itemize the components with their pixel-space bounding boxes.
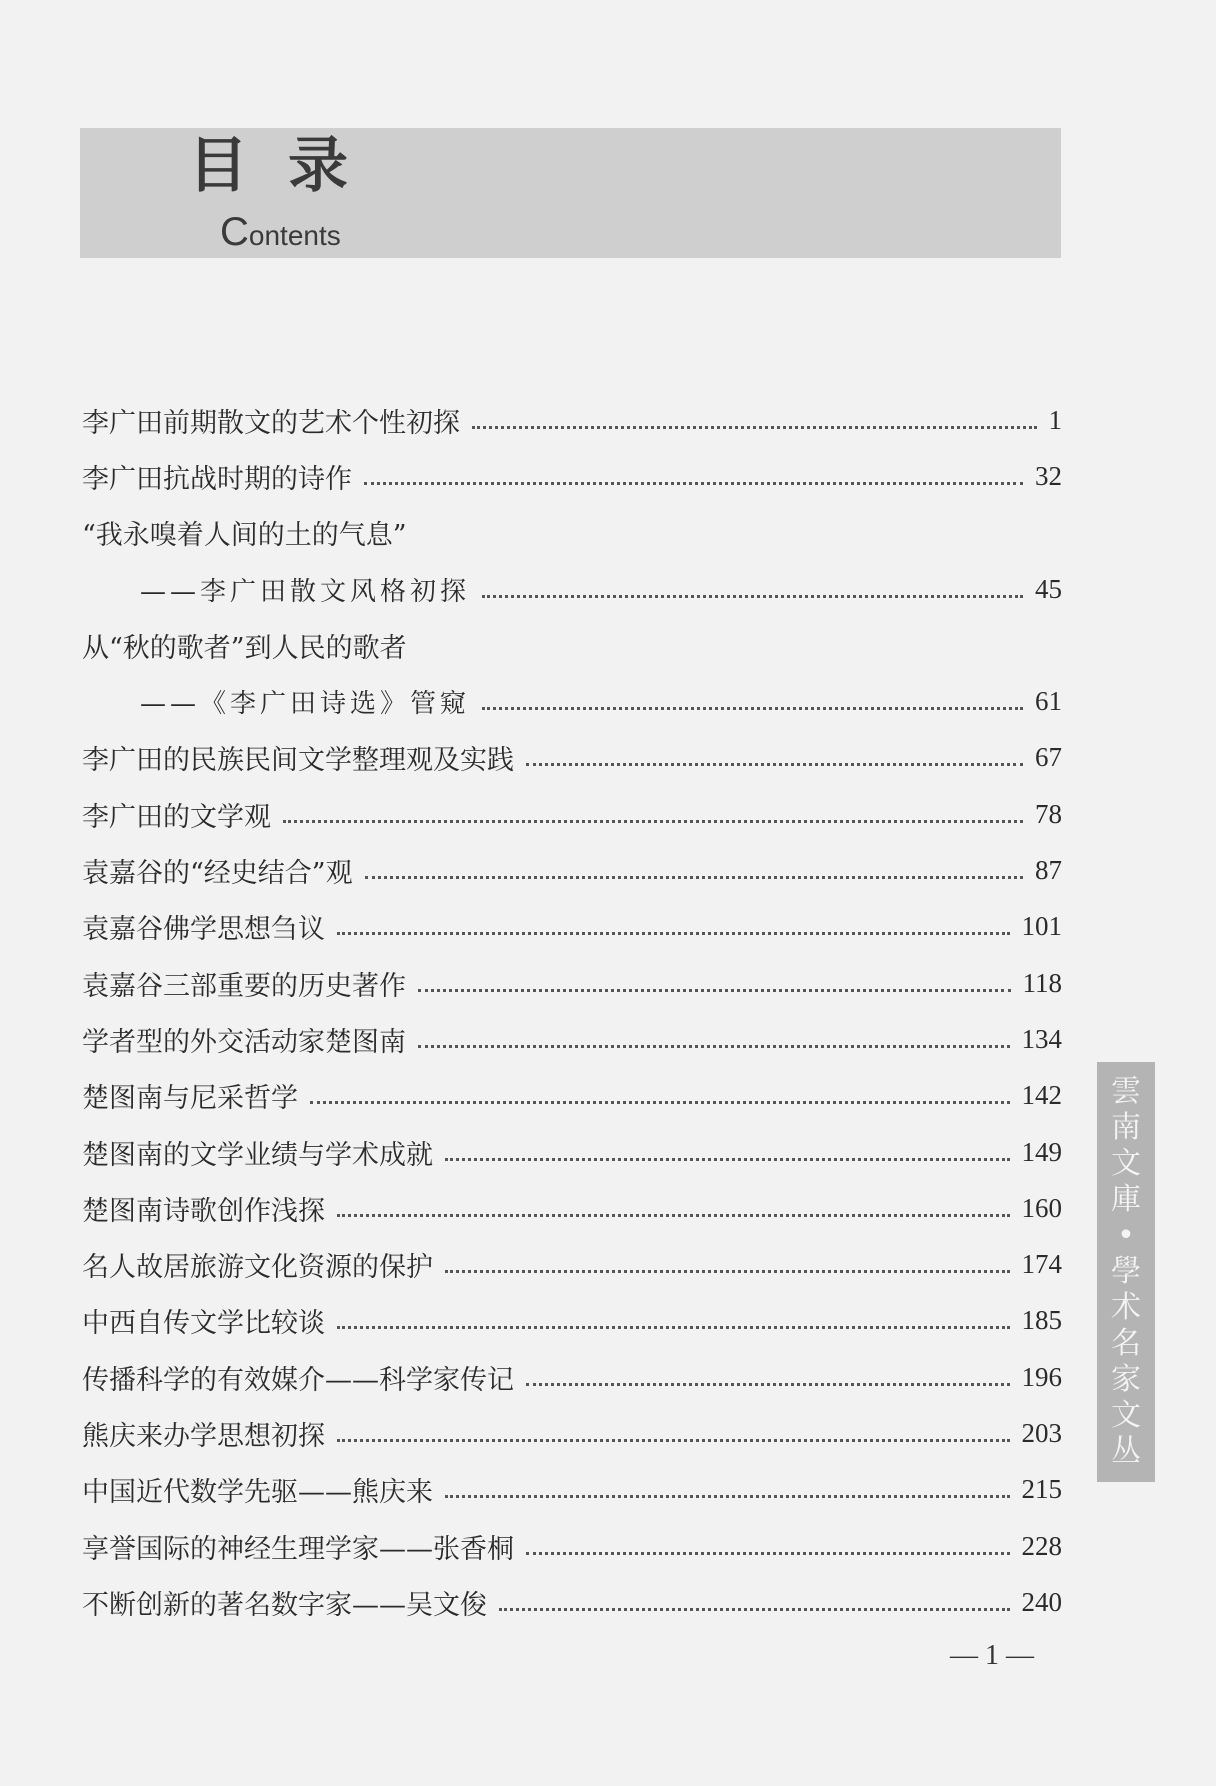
side-tab-char: 家 [1111,1362,1141,1397]
toc-page-number: 160 [1021,1192,1062,1223]
toc-entry-title: 名人故居旅游文化资源的保护 [82,1252,433,1284]
toc-row [82,730,1062,786]
toc-page-number: 134 [1021,1023,1062,1054]
toc-entry-title: ——《李广田诗选》管窥 [140,689,471,720]
toc-page-number: 87 [1035,855,1062,886]
toc-row [82,1293,1062,1349]
subtitle-initial: C [220,210,249,254]
series-side-tab [1097,1062,1155,1482]
toc-page-number: 118 [1022,967,1062,998]
toc-row [82,1349,1062,1405]
dot-leader [283,818,1023,823]
side-tab-char: 名 [1111,1326,1141,1361]
side-tab-char: 學 [1111,1254,1141,1289]
toc-row [82,1068,1062,1124]
dot-leader [526,761,1023,766]
toc-row [82,448,1062,504]
toc-row [82,786,1062,842]
page-subtitle [220,212,341,252]
dot-leader [365,874,1023,879]
toc-entry-title: 李广田的民族民间文学整理观及实践 [82,745,514,777]
toc-row [82,1124,1062,1180]
toc-entry-title: ——李广田散文风格初探 [140,576,471,607]
page-number: — 1 — [950,1640,1034,1671]
dot-leader [364,480,1023,485]
toc-page-number: 228 [1021,1530,1062,1561]
toc-row [82,1574,1062,1630]
toc-row [82,392,1062,448]
dot-leader [482,593,1023,598]
table-of-contents [82,392,1062,1631]
toc-page-number: 196 [1021,1361,1062,1392]
contents-header [80,128,1061,258]
toc-entry-title: 袁嘉谷三部重要的历史著作 [82,970,406,1002]
side-tab-char: 庫 [1111,1182,1141,1217]
toc-entry-title: 袁嘉谷的“经史结合”观 [82,858,353,890]
dot-leader [337,930,1010,935]
side-tab-char: 雲 [1111,1074,1141,1109]
toc-page-number: 215 [1021,1474,1062,1505]
toc-page-number: 185 [1021,1305,1062,1336]
toc-row [82,1236,1062,1292]
toc-page-number: 67 [1035,742,1062,773]
dot-leader [445,1493,1010,1498]
toc-row [82,955,1062,1011]
side-tab-char: • [1117,1218,1135,1253]
toc-row [82,505,1062,561]
dot-leader [526,1550,1010,1555]
toc-page-number: 174 [1021,1249,1062,1280]
toc-page-number: 203 [1021,1417,1062,1448]
dot-leader [418,987,1011,992]
side-tab-char: 文 [1111,1146,1141,1181]
dot-leader [337,1212,1010,1217]
toc-row [82,1011,1062,1067]
toc-entry-title: 袁嘉谷佛学思想刍议 [82,914,325,946]
toc-page-number: 1 [1048,404,1062,435]
toc-page-number: 101 [1021,911,1062,942]
toc-entry-title: 学者型的外交活动家楚图南 [82,1026,406,1058]
dot-leader [482,705,1023,710]
toc-row [82,1462,1062,1518]
toc-entry-title: 李广田的文学观 [82,801,271,833]
toc-entry-title: 传播科学的有效媒介——科学家传记 [82,1364,514,1396]
toc-entry-title: 楚图南与尼采哲学 [82,1083,298,1115]
page-title: 目录 [188,131,388,201]
toc-entry-title: 李广田抗战时期的诗作 [82,463,352,495]
toc-page-number: 61 [1035,686,1062,717]
toc-page-number: 142 [1021,1080,1062,1111]
side-tab-char: 南 [1111,1110,1141,1145]
dot-leader [337,1324,1010,1329]
dot-leader [445,1268,1010,1273]
toc-row [82,1405,1062,1461]
toc-page-number: 78 [1035,798,1062,829]
dot-leader [472,424,1037,429]
toc-entry-title: 李广田前期散文的艺术个性初探 [82,407,460,439]
toc-entry-title: 楚图南的文学业绩与学术成就 [82,1139,433,1171]
toc-page-number: 240 [1021,1586,1062,1617]
dot-leader [310,1099,1010,1104]
dot-leader [526,1381,1010,1386]
side-tab-char: 文 [1111,1398,1141,1433]
toc-page-number: 45 [1035,573,1062,604]
toc-entry-title: “我永嗅着人间的土的气息” [82,520,407,552]
dot-leader [337,1437,1010,1442]
dot-leader [445,1156,1010,1161]
toc-entry-title: 熊庆来办学思想初探 [82,1420,325,1452]
toc-row [82,842,1062,898]
toc-page-number: 149 [1021,1136,1062,1167]
toc-row [82,1518,1062,1574]
toc-entry-title: 从“秋的歌者”到人民的歌者 [82,632,407,664]
dot-leader [418,1043,1010,1048]
subtitle-rest: ontents [248,220,341,251]
toc-subtitle-row [82,561,1062,617]
toc-entry-title: 中西自传文学比较谈 [82,1308,325,1340]
toc-page-number: 32 [1035,460,1062,491]
toc-entry-title: 不断创新的著名数字家——吴文俊 [82,1589,487,1621]
side-tab-char: 术 [1111,1290,1141,1325]
toc-row [82,617,1062,673]
side-tab-char: 丛 [1111,1434,1141,1469]
toc-entry-title: 享誉国际的神经生理学家——张香桐 [82,1533,514,1565]
dot-leader [499,1606,1010,1611]
toc-row [82,1180,1062,1236]
toc-row [82,899,1062,955]
toc-entry-title: 楚图南诗歌创作浅探 [82,1195,325,1227]
toc-subtitle-row [82,673,1062,729]
toc-entry-title: 中国近代数学先驱——熊庆来 [82,1477,433,1509]
